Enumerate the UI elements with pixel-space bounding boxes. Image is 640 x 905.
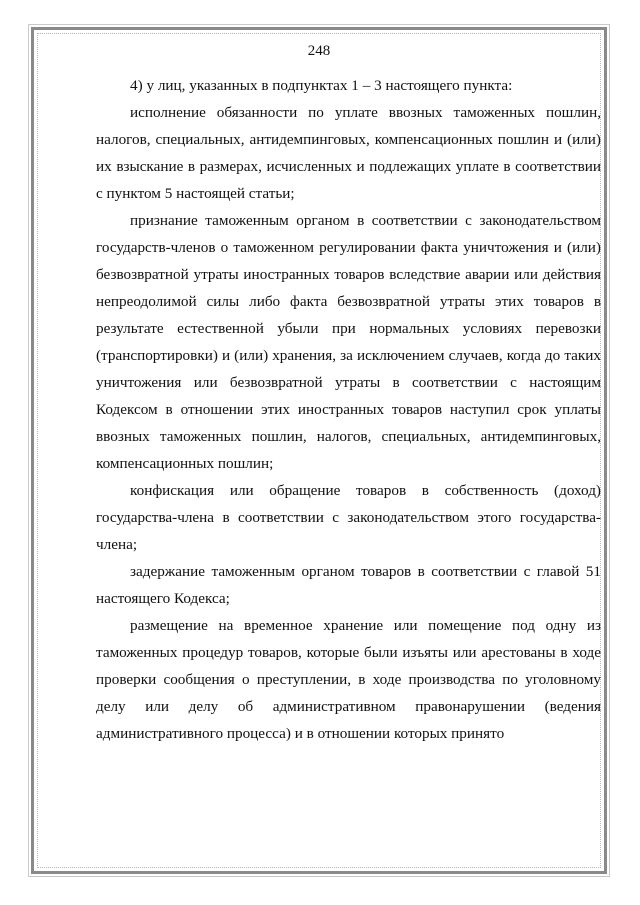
page-number: 248 (307, 43, 331, 59)
paragraph-duty-payment: исполнение обязанности по уплате ввозных таможенных пошлин, налогов, специальных, антидемпинговых, компенсационных пошлин и (или) их взыскание в размерах, исчисленных и подлежащих уплате в соответствии с пунктом 5 настоящей статьи; (96, 104, 601, 202)
paragraph-destruction-recognition: признание таможенным органом в соответствии с законодательством государств-членов о таможенном регулировании факта уничтожения и (или) безвозвратной утраты иностранных товаров вследствие аварии или действия непреодолимой силы либо факта безвозвратной утраты этих товаров в результате естественной убыли при нормальных условиях перевозки (транспортировки) и (или) хранения, за исключением случаев, когда до таких уничтожения или безвозвратной утраты в соответствии с настоящим Кодексом в отношении этих иностранных товаров наступил срок уплаты ввозных таможенных пошлин, налогов, специальных, антидемпинговых, компенсационных пошлин; (96, 212, 601, 472)
paragraph-detention: задержание таможенным органом товаров в соответствии с главой 51 настоящего Кодекса; (96, 563, 601, 607)
paragraph-subclause-4: 4) у лиц, указанных в подпунктах 1 – 3 настоящего пункта: (130, 77, 513, 94)
paragraph-confiscation: конфискация или обращение товаров в собственность (доход) государства-члена в соответствии с законодательством этого государства-члена; (96, 482, 601, 553)
paragraph-temporary-storage: размещение на временное хранение или помещение под одну из таможенных процедур товаров, которые были изъяты или арестованы в ходе проверки сообщения о преступлении, в ходе производства по уголовному делу или делу об административном правонарушении (ведения административного процесса) и в отношении которых принято (96, 617, 601, 742)
document-body (96, 72, 601, 747)
document-page (31, 27, 607, 874)
